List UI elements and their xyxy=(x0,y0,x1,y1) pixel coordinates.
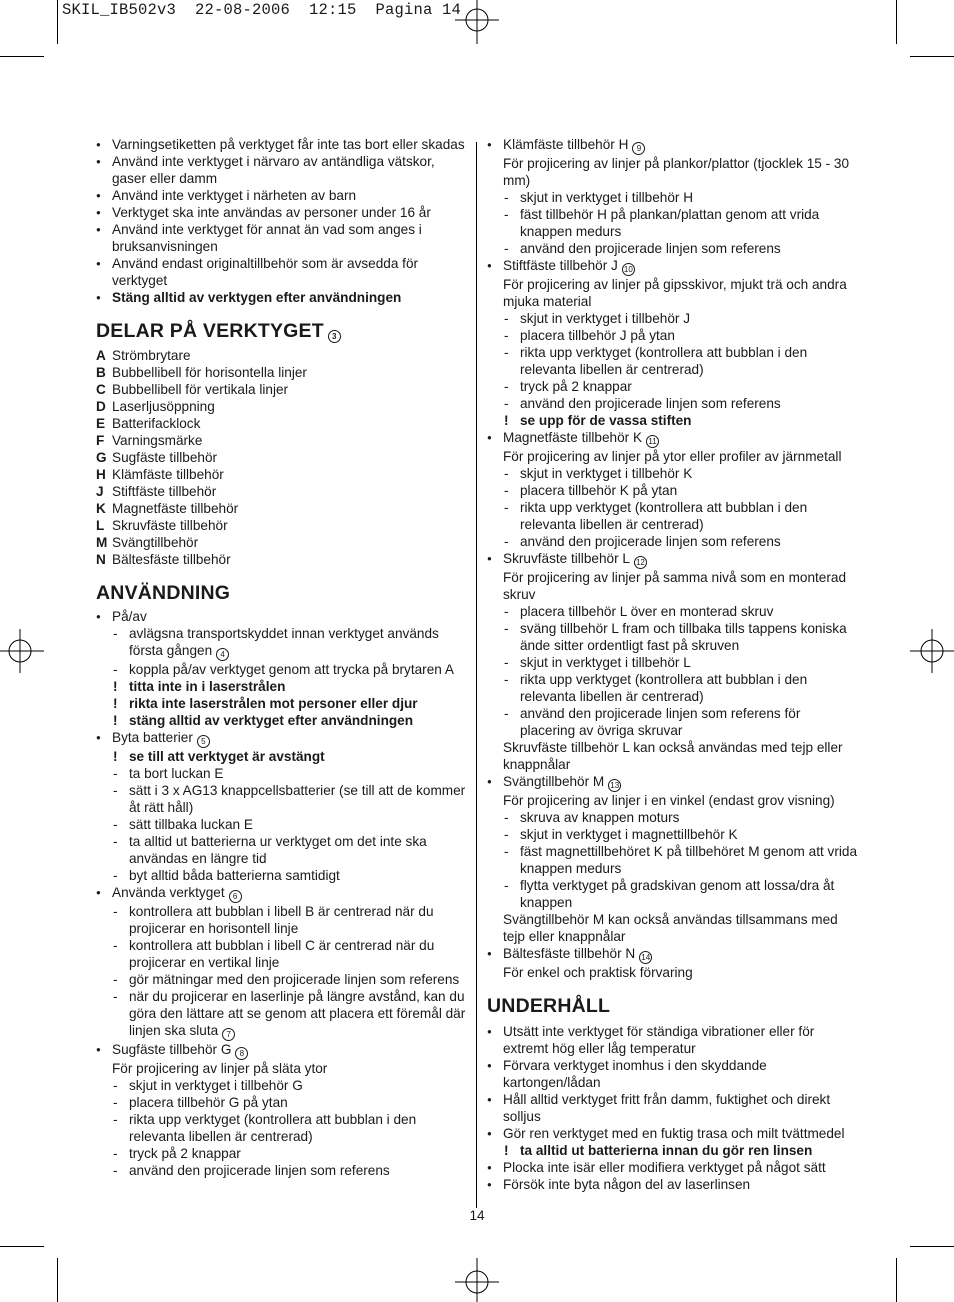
sub-item: - placera tillbehör K på ytan xyxy=(487,482,859,499)
figure-ref: 13 xyxy=(608,779,621,792)
part-item: G Sugfäste tillbehör xyxy=(96,450,218,465)
list-item: ● Stiftfäste tillbehör J 10 xyxy=(487,257,859,276)
column-divider xyxy=(476,142,477,1208)
figure-ref: 4 xyxy=(216,648,229,661)
registration-mark xyxy=(910,629,954,673)
figure-ref: 3 xyxy=(328,330,341,343)
sub-item: - använd den projicerade linjen som referens för placering av övriga skruvar xyxy=(487,705,859,739)
usage-heading: ANVÄNDNING xyxy=(96,582,231,604)
crop-mark xyxy=(57,0,58,44)
crop-mark xyxy=(896,1258,897,1302)
list-item: ● Klämfäste tillbehör H 9 xyxy=(487,136,859,155)
sub-item: - rikta upp verktyget (kontrollera att bubblan i den relevanta libellen är centrerad) xyxy=(487,671,859,705)
warning-item: ! titta inte in i laserstrålen xyxy=(96,678,468,695)
safety-item: ● Varningsetiketten på verktyget får inte tas bort eller skadas xyxy=(96,136,468,153)
print-slug: SKIL_IB502v3 22-08-2006 12:15 Pagina 14 xyxy=(62,1,462,19)
sub-item: - sätt i 3 x AG13 knappcellsbatterier (se till att de kommer åt rätt håll) xyxy=(96,782,468,816)
sub-item: - tryck på 2 knappar xyxy=(96,1145,468,1162)
list-item: ● Sugfäste tillbehör G 8 xyxy=(96,1041,468,1060)
sub-item: - skjut in verktyget i magnettillbehör K xyxy=(487,826,859,843)
part-item: C Bubbellibell för vertikala linjer xyxy=(96,382,289,397)
figure-ref: 12 xyxy=(634,556,647,569)
sub-item: - tryck på 2 knappar xyxy=(487,378,859,395)
part-item: M Svängtillbehör xyxy=(96,535,199,550)
crop-mark xyxy=(57,1258,58,1302)
safety-item: ● Verktyget ska inte användas av personer under 16 år xyxy=(96,204,468,221)
sub-item: - skjut in verktyget i tillbehör J xyxy=(487,310,859,327)
safety-item: ● Använd endast originaltillbehör som är avsedda för verktyget xyxy=(96,255,468,289)
description: För projicering av linjer på släta ytor xyxy=(112,1061,328,1076)
list-item: ● Förvara verktyget inomhus i den skyddande kartongen/lådan xyxy=(487,1057,859,1091)
note: Svängtillbehör M kan också användas tillsammans med tejp eller knappnålar xyxy=(503,912,838,944)
list-item: ● Försök inte byta någon del av laserlinsen xyxy=(487,1176,859,1193)
figure-ref: 5 xyxy=(197,735,210,748)
safety-item-bold: ● Stäng alltid av verktygen efter användningen xyxy=(96,289,468,306)
sub-item: - använd den projicerade linjen som referens xyxy=(487,240,859,257)
figure-ref: 6 xyxy=(229,890,242,903)
warning-item: ! ta alltid ut batterierna innan du gör ren linsen xyxy=(487,1142,859,1159)
sub-item: - sätt tillbaka luckan E xyxy=(96,816,468,833)
safety-item: ● Använd inte verktyget i närvaro av antändliga vätskor, gaser eller damm xyxy=(96,153,468,187)
description: För projicering av linjer på ytor eller profiler av järnmetall xyxy=(503,449,842,464)
sub-item: - skjut in verktyget i tillbehör L xyxy=(487,654,859,671)
registration-mark xyxy=(0,629,44,673)
figure-ref: 8 xyxy=(235,1047,248,1060)
parts-list xyxy=(96,347,468,568)
description: För projicering av linjer i en vinkel (endast grov visning) xyxy=(503,793,835,808)
description: För projicering av linjer på plankor/plattor (tjocklek 15 - 30 mm) xyxy=(503,156,850,188)
sub-item: - rikta upp verktyget (kontrollera att bubblan i den relevanta libellen är centrerad) xyxy=(487,344,859,378)
sub-item: - använd den projicerade linjen som referens xyxy=(96,1162,468,1179)
description: För enkel och praktisk förvaring xyxy=(503,965,693,980)
list-item: ● Svängtillbehör M 13 xyxy=(487,773,859,792)
sub-item: - avlägsna transportskyddet innan verktyget används första gången 4 xyxy=(96,625,468,661)
crop-mark xyxy=(0,56,44,57)
right-column xyxy=(487,136,859,1193)
crop-mark xyxy=(910,56,954,57)
list-item: ● Utsätt inte verktyget för ständiga vibrationer eller för extremt hög eller låg temperatur xyxy=(487,1023,859,1057)
note: Skruvfäste tillbehör L kan också användas med tejp eller knappnålar xyxy=(503,740,843,772)
part-item: D Laserljusöppning xyxy=(96,399,215,414)
warning-item: ! rikta inte laserstrålen mot personer eller djur xyxy=(96,695,468,712)
parts-heading: DELAR PÅ VERKTYGET 3 xyxy=(96,319,468,343)
crop-mark xyxy=(910,1246,954,1247)
maintenance-heading: UNDERHÅLL xyxy=(487,995,611,1017)
sub-item: - använd den projicerade linjen som referens xyxy=(487,395,859,412)
list-item: ● Skruvfäste tillbehör L 12 xyxy=(487,550,859,569)
part-item: L Skruvfäste tillbehör xyxy=(96,518,228,533)
safety-item: ● Använd inte verktyget för annat än vad som anges i bruksanvisningen xyxy=(96,221,468,255)
part-item: A Strömbrytare xyxy=(96,348,191,363)
figure-ref: 7 xyxy=(222,1028,235,1041)
sub-item: - flytta verktyget på gradskivan genom att lossa/dra åt knappen xyxy=(487,877,859,911)
figure-ref: 14 xyxy=(639,951,652,964)
figure-ref: 9 xyxy=(632,142,645,155)
sub-item: - ta alltid ut batterierna ur verktyget om det inte ska användas en längre tid xyxy=(96,833,468,867)
sub-item: - koppla på/av verktyget genom att trycka på brytaren A xyxy=(96,661,468,678)
list-item: ● Bältesfäste tillbehör N 14 xyxy=(487,945,859,964)
part-item: F Varningsmärke xyxy=(96,433,203,448)
sub-item: - rikta upp verktyget (kontrollera att bubblan i den relevanta libellen är centrerad) xyxy=(96,1111,468,1145)
sub-item: - sväng tillbehör L fram och tillbaka tills tappens koniska ände sitter ordentligt fast på skruven xyxy=(487,620,859,654)
list-item: ● Använda verktyget 6 xyxy=(96,884,468,903)
part-item: B Bubbellibell för horisontella linjer xyxy=(96,365,307,380)
left-column xyxy=(96,136,468,1179)
part-item: E Batterifacklock xyxy=(96,416,201,431)
sub-item: - placera tillbehör L över en monterad skruv xyxy=(487,603,859,620)
part-item: K Magnetfäste tillbehör xyxy=(96,501,239,516)
warning-item: ! se till att verktyget är avstängt xyxy=(96,748,468,765)
registration-mark xyxy=(455,1258,499,1302)
part-item: N Bältesfäste tillbehör xyxy=(96,552,231,567)
sub-item: - placera tillbehör G på ytan xyxy=(96,1094,468,1111)
crop-mark xyxy=(896,0,897,44)
sub-item: - använd den projicerade linjen som referens xyxy=(487,533,859,550)
list-item: ● Plocka inte isär eller modifiera verktyget på något sätt xyxy=(487,1159,859,1176)
part-item: H Klämfäste tillbehör xyxy=(96,467,224,482)
sub-item: - skjut in verktyget i tillbehör K xyxy=(487,465,859,482)
sub-item: - kontrollera att bubblan i libell B är centrerad när du projicerar en horisontell linje xyxy=(96,903,468,937)
sub-item: - skruva av knappen moturs xyxy=(487,809,859,826)
sub-item: - fäst magnettillbehöret K på tillbehöret M genom att vrida knappen medurs xyxy=(487,843,859,877)
sub-item: - skjut in verktyget i tillbehör G xyxy=(96,1077,468,1094)
sub-item: - skjut in verktyget i tillbehör H xyxy=(487,189,859,206)
list-item: ● Håll alltid verktyget fritt från damm, fuktighet och direkt solljus xyxy=(487,1091,859,1125)
sub-item: - när du projicerar en laserlinje på längre avstånd, kan du göra den lättare att se genom att placera ett föremål där linjen ska sluta 7 xyxy=(96,988,468,1041)
sub-item: - byt alltid båda batterierna samtidigt xyxy=(96,867,468,884)
sub-item: - rikta upp verktyget (kontrollera att bubblan i den relevanta libellen är centrerad) xyxy=(487,499,859,533)
list-item: ● På/av xyxy=(96,608,468,625)
sub-item: - ta bort luckan E xyxy=(96,765,468,782)
crop-mark xyxy=(0,1246,44,1247)
sub-item: - kontrollera att bubblan i libell C är centrerad när du projicerar en vertikal linje xyxy=(96,937,468,971)
safety-item: ● Använd inte verktyget i närheten av barn xyxy=(96,187,468,204)
figure-ref: 10 xyxy=(622,263,635,276)
page-number: 14 xyxy=(469,1208,485,1223)
description: För projicering av linjer på gipsskivor, mjukt trä och andra mjuka material xyxy=(503,277,847,309)
description: För projicering av linjer på samma nivå som en monterad skruv xyxy=(503,570,847,602)
registration-mark xyxy=(455,0,499,44)
list-item: ● Gör ren verktyget med en fuktig trasa och milt tvättmedel xyxy=(487,1125,859,1142)
warning-item: ! se upp för de vassa stiften xyxy=(487,412,859,429)
sub-item: - fäst tillbehör H på plankan/plattan genom att vrida knappen medurs xyxy=(487,206,859,240)
sub-item: - placera tillbehör J på ytan xyxy=(487,327,859,344)
part-item: J Stiftfäste tillbehör xyxy=(96,484,217,499)
warning-item: ! stäng alltid av verktyget efter användningen xyxy=(96,712,468,729)
list-item: ● Magnetfäste tillbehör K 11 xyxy=(487,429,859,448)
sub-item: - gör mätningar med den projicerade linjen som referens xyxy=(96,971,468,988)
figure-ref: 11 xyxy=(646,435,659,448)
list-item: ● Byta batterier 5 xyxy=(96,729,468,748)
